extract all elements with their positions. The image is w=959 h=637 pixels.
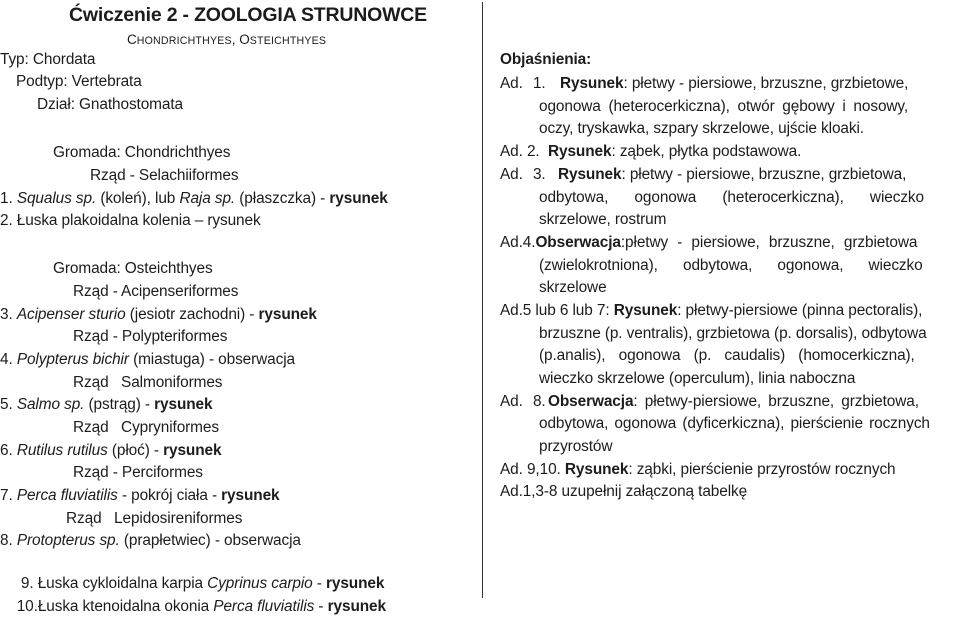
list-item-5	[0, 395, 212, 415]
item-text: - pokrój ciała -	[117, 487, 222, 504]
ad1-line2	[539, 97, 959, 117]
item-text: (prapłetwiec) - obserwacja	[119, 532, 301, 549]
species-name: Squalus sp.	[16, 190, 97, 207]
subtitle-initial-o: , O	[231, 32, 250, 47]
item-text: 9. Łuska cykloidalna karpia	[16, 575, 208, 592]
item-text: (jesiotr zachodni) -	[125, 306, 259, 323]
ad4-line1	[500, 233, 917, 253]
ad3-line2: odbytowa, ogonowa (heterocerkiczna), wieczko	[539, 189, 924, 206]
species-name: Cyprinus carpio	[207, 575, 313, 592]
ad5-line2: brzuszne (p. ventralis), grzbietowa (p. dorsalis), odbytowa	[539, 325, 927, 342]
item-text: (płoć) -	[107, 442, 164, 459]
ad1-line1	[500, 74, 908, 94]
item-text: (płaszczka) -	[235, 190, 330, 207]
subtitle-smallcaps-1: HONDRICHTHYES	[136, 35, 232, 47]
ad-label: Ad. 2.	[500, 143, 540, 160]
explanations-heading	[500, 50, 591, 70]
ad-final-instruction: Ad.1,3-8 uzupełnij załączoną tabelkę	[500, 483, 748, 500]
species-name: Polypterus bichir	[16, 351, 129, 368]
species-name: Acipenser sturio	[16, 306, 126, 323]
species-name: Salmo sp.	[16, 396, 85, 413]
ad-text: ogonowa (heterocerkiczna), otwór gębowy i nosowy,	[539, 98, 909, 115]
ad-text: : ząbki, pierścienie przyrostów rocznych	[628, 461, 896, 478]
rzad-selachiiformes: Rząd - Selachiiformes	[90, 167, 239, 184]
ad-text: : płetwy-piersiowe (pinna pectoralis),	[677, 302, 923, 319]
page-title: Ćwiczenie 2 - ZOOLOGIA STRUNOWCE	[69, 4, 427, 26]
item-number: 1.	[0, 190, 17, 207]
rzad-perciformes: Rząd - Perciformes	[73, 464, 203, 481]
species-name: Protopterus sp.	[16, 532, 120, 549]
species-name: Rutilus rutilus	[16, 442, 108, 459]
species-name: Raja sp.	[179, 190, 236, 207]
ad-text: : ząbek, płytka podstawowa.	[611, 143, 802, 160]
ad-text: :płetwy - piersiowe, brzuszne, grzbietowa	[620, 234, 918, 251]
rzad-salmoniformes: Rząd Salmoniformes	[73, 374, 223, 391]
item-text: (miastuga) - obserwacja	[128, 351, 295, 368]
taxon-typ: Typ: Chordata	[0, 51, 96, 68]
task-label: Rysunek	[560, 75, 624, 92]
ad5-line1	[500, 301, 922, 321]
task-label: Rysunek	[613, 302, 678, 319]
taxon-podtyp: Podtyp: Vertebrata	[16, 73, 142, 90]
item-number: 5.	[0, 396, 17, 413]
task-label: rysunek	[221, 487, 280, 504]
ad-text: : płetwy - piersiowe, brzuszne, grzbietowe,	[623, 75, 909, 92]
ad3-line3: skrzelowe, rostrum	[539, 211, 667, 228]
list-item-3	[0, 305, 317, 325]
task-label: rysunek	[327, 598, 386, 615]
task-label: Obserwacja	[535, 234, 621, 251]
task-label: rysunek	[258, 306, 317, 323]
ad8-line1	[500, 392, 919, 412]
item-text: -	[312, 575, 326, 592]
ad8-line2: odbytowa, ogonowa (dyficerkiczna), pierścienie rocznych	[539, 415, 930, 432]
task-label: rysunek	[154, 396, 213, 413]
list-item-4	[0, 350, 295, 370]
subtitle-smallcaps-2: STEICHTHYES	[249, 35, 327, 47]
rzad-lepidosireniformes: Rząd Lepidosireniformes	[66, 510, 243, 527]
ad-label: Ad.4.	[500, 234, 536, 251]
ad8-line3: przyrostów	[539, 438, 613, 455]
task-label: rysunek	[163, 442, 222, 459]
item-number: 3.	[0, 306, 17, 323]
task-label: Rysunek	[558, 166, 622, 183]
rzad-acipenseriformes: Rząd - Acipenseriformes	[73, 283, 239, 300]
item-number: 7.	[0, 487, 17, 504]
page-subtitle	[127, 30, 326, 51]
ad-label: Ad. 3.	[500, 166, 546, 183]
ad-label: Ad. 1.	[500, 75, 546, 92]
heading-text: Objaśnienia:	[500, 51, 592, 68]
ad-label: Ad. 9,10.	[500, 461, 565, 478]
ad5-line4: wieczko skrzelowe (operculum), linia naboczna	[539, 370, 856, 387]
ad910-line1	[500, 460, 896, 480]
list-item-6	[0, 441, 221, 461]
ad-label: Ad.5 lub 6 lub 7:	[500, 302, 614, 319]
list-item-10	[0, 577, 386, 637]
ad-text: : płetwy-piersiowe, brzuszne, grzbietowa,	[633, 393, 919, 410]
list-item-2: 2. Łuska plakoidalna kolenia – rysunek	[0, 212, 261, 229]
task-label: rysunek	[326, 575, 385, 592]
rzad-cypryniformes: Rząd Cypryniformes	[73, 419, 219, 436]
item-text: (koleń), lub	[96, 190, 180, 207]
list-item-7	[0, 486, 280, 506]
ad4-line3: skrzelowe	[539, 279, 607, 296]
species-name: Perca fluviatilis	[213, 598, 315, 615]
gromada-osteichthyes: Gromada: Osteichthyes	[53, 260, 213, 277]
list-item-8	[0, 531, 301, 551]
list-item-1	[0, 189, 388, 209]
ad2-line1	[500, 142, 801, 162]
task-label: Rysunek	[548, 143, 612, 160]
item-text: -	[314, 598, 328, 615]
ad3-line1	[500, 165, 906, 185]
subtitle-initial-c: C	[127, 32, 137, 47]
item-number: 6.	[0, 442, 17, 459]
item-text: 10.Łuska ktenoidalna okonia	[16, 598, 214, 615]
gromada-chondrichthyes: Gromada: Chondrichthyes	[53, 144, 231, 161]
ad1-line3: oczy, tryskawka, szpary skrzelowe, ujście kloaki.	[539, 120, 864, 137]
task-label: Obserwacja	[548, 393, 634, 410]
ad5-line3: (p.analis), ogonowa (p. caudalis) (homocerkiczna),	[539, 347, 915, 364]
ad4-line2: (zwielokrotniona), odbytowa, ogonowa, wieczko	[539, 257, 923, 274]
item-number: 4.	[0, 351, 17, 368]
ad-label: Ad. 8.	[500, 393, 546, 410]
species-name: Perca fluviatilis	[16, 487, 118, 504]
task-label: rysunek	[329, 190, 388, 207]
rzad-polypteriformes: Rząd - Polypteriformes	[73, 328, 228, 345]
column-divider	[482, 2, 483, 598]
item-number: 8.	[0, 532, 17, 549]
item-text: (pstrąg) -	[84, 396, 155, 413]
ad-text: : płetwy - piersiowe, brzuszne, grzbietowa,	[621, 166, 907, 183]
taxon-dzial: Dział: Gnathostomata	[37, 96, 183, 113]
task-label: Rysunek	[564, 461, 629, 478]
